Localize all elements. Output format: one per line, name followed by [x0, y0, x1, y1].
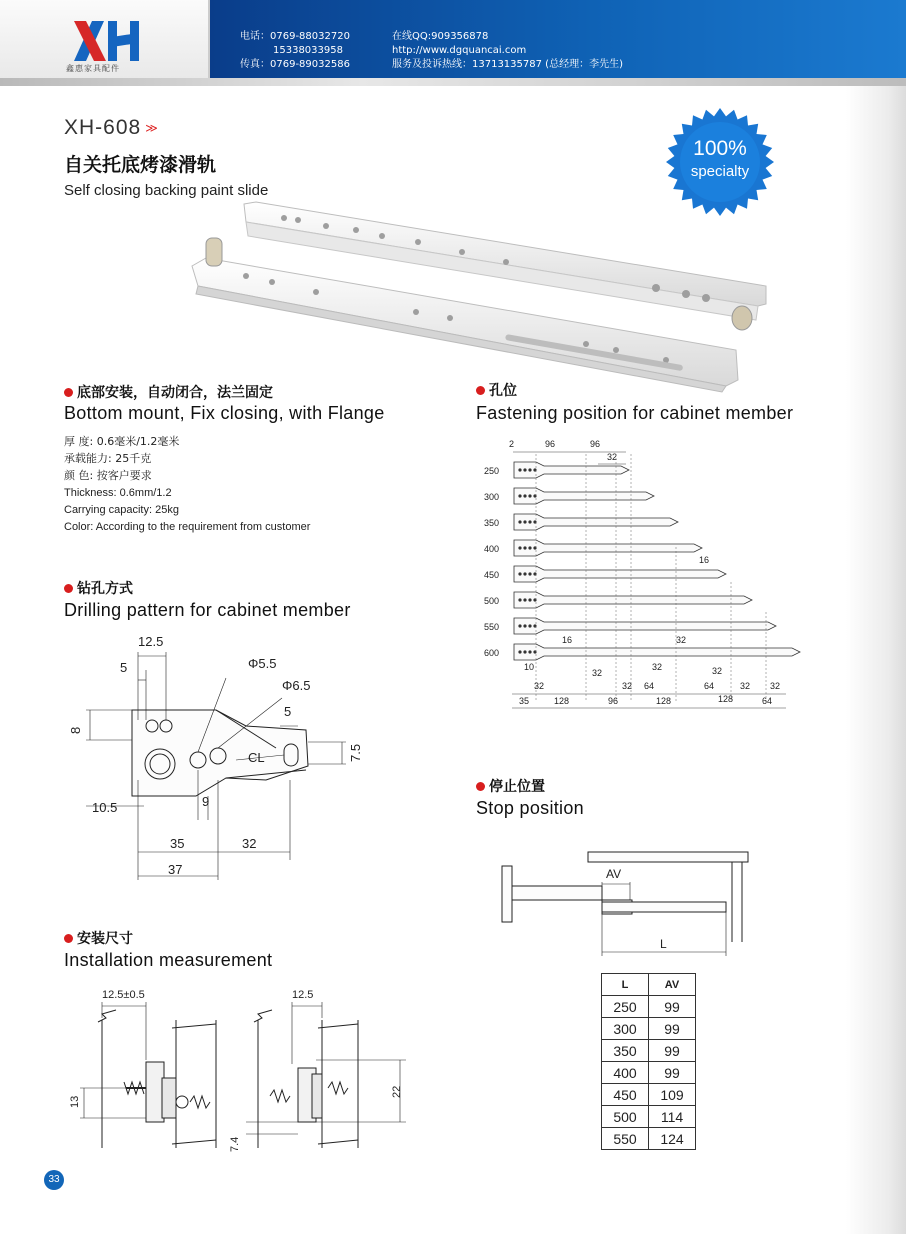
table-row [602, 1084, 696, 1106]
rail-hole [529, 521, 531, 523]
table-header: AV [649, 974, 696, 996]
rail-length-label: 500 [484, 596, 500, 606]
table-row [602, 1062, 696, 1084]
table-cell: 114 [649, 1106, 696, 1128]
rail-hole [524, 651, 526, 653]
table-cell: 99 [649, 1040, 696, 1062]
rail-hole [524, 521, 526, 523]
holes-heading-cn [476, 380, 517, 400]
rail-length-label: 350 [484, 518, 500, 528]
l-label: L [660, 937, 667, 951]
rail-length-label: 550 [484, 622, 500, 632]
bottom-dim: 32 [592, 668, 603, 678]
drilling-heading-cn [64, 578, 133, 598]
product-title-en: Self closing backing paint slide [64, 182, 269, 199]
dim-label: 37 [168, 862, 183, 877]
features-heading-cn [64, 382, 273, 402]
table-header: L [602, 974, 649, 996]
spec-thickness-en: Thickness: 0.6mm/1.2 [64, 487, 172, 499]
bullet-icon [476, 386, 485, 395]
rail-length-label: 300 [484, 492, 500, 502]
rail-outline [514, 644, 800, 660]
top-dim: 32 [607, 452, 618, 462]
rail-hole [519, 495, 521, 497]
features-heading-cn-text: 底部安装，自动闭合，法兰固定 [77, 385, 273, 401]
dim-label: 35 [170, 836, 185, 851]
bullet-icon [64, 388, 73, 397]
install-dim: 22 [391, 1085, 403, 1098]
phone: 电话：0769-88032720 [240, 31, 350, 42]
bullet-icon [64, 934, 73, 943]
slide-product-image [186, 196, 776, 396]
rail-length-label: 450 [484, 570, 500, 580]
rail-hole [529, 495, 531, 497]
rail-outline [514, 540, 702, 556]
rail-outline [514, 514, 678, 530]
header-stripe [0, 78, 906, 86]
bottom-dim: 128 [656, 696, 672, 706]
table-row [602, 1018, 696, 1040]
rail-hole [519, 651, 521, 653]
dim-label: 5 [120, 660, 128, 675]
bottom-dim: 64 [644, 681, 655, 691]
rail-hole [519, 599, 521, 601]
bullet-icon [64, 584, 73, 593]
rail-hole [529, 573, 531, 575]
table-cell: 500 [602, 1106, 649, 1128]
arrows-icon: ≫ [145, 121, 156, 135]
rail-hole [519, 625, 521, 627]
rail-hole [524, 599, 526, 601]
table-cell: 109 [649, 1084, 696, 1106]
rail-hole [524, 547, 526, 549]
rail-hole [529, 599, 531, 601]
logo [0, 0, 210, 78]
service-hotline: 服务及投诉热线：13713135787 (总经理：李先生) [392, 59, 623, 70]
company-name: 鑫惠家具配件 [66, 64, 120, 73]
dim-label: 32 [242, 836, 257, 851]
page-edge-shade [846, 86, 906, 1234]
dim-label: 5 [284, 704, 292, 719]
table-cell: 350 [602, 1040, 649, 1062]
spec-thickness-cn: 厚 度: 0.6毫米/1.2毫米 [64, 435, 180, 448]
table-row [602, 1040, 696, 1062]
bottom-dim: 96 [608, 696, 619, 706]
top-dim: 2 [509, 439, 515, 449]
inner-dim: 16 [699, 555, 710, 565]
table-cell: 99 [649, 996, 696, 1018]
bottom-dim: 128 [718, 694, 734, 704]
fastening-diagram [476, 432, 806, 712]
rail-hole [524, 573, 526, 575]
bottom-dim: 32 [652, 662, 663, 672]
table-cell: 99 [649, 1062, 696, 1084]
install-heading-cn-text: 安装尺寸 [77, 931, 133, 947]
bottom-dim: 32 [770, 681, 781, 691]
rail-outline [514, 592, 752, 608]
rail-hole [519, 521, 521, 523]
spec-capacity-en: Carrying capacity: 25kg [64, 504, 179, 516]
table-cell: 550 [602, 1128, 649, 1150]
bottom-dim: 32 [712, 666, 723, 676]
product-title-cn: 自关托底烤漆滑轨 [64, 154, 217, 176]
rail-length-label: 400 [484, 544, 500, 554]
av-label: AV [606, 867, 622, 881]
drilling-diagram [68, 630, 386, 890]
mobile: 15338033958 [273, 45, 343, 56]
table-row [602, 996, 696, 1018]
rail-hole [529, 651, 531, 653]
dim-label: 10.5 [92, 800, 118, 815]
dim-label: 12.5 [138, 634, 164, 649]
bottom-dim: 32 [534, 681, 545, 691]
rail-length-label: 250 [484, 466, 500, 476]
stop-heading-cn [476, 776, 545, 796]
inner-dim: 16 [562, 635, 573, 645]
qq: 在线QQ:909356878 [392, 31, 489, 42]
table-row [602, 1106, 696, 1128]
drilling-heading-cn-text: 钻孔方式 [77, 581, 133, 597]
dim-label: 9 [202, 794, 210, 809]
dim-label: 7.5 [348, 743, 363, 762]
holes-heading-cn-text: 孔位 [489, 383, 517, 399]
table-header-row [602, 974, 696, 996]
rail-hole [529, 625, 531, 627]
bottom-dim: 32 [740, 681, 751, 691]
dim-label: CL [248, 750, 265, 765]
install-dim: 12.5±0.5 [102, 989, 145, 1001]
holes-heading-en: Fastening position for cabinet member [476, 403, 794, 423]
table-cell: 99 [649, 1018, 696, 1040]
top-dim: 96 [590, 439, 601, 449]
rail-hole [524, 495, 526, 497]
model-number [64, 116, 156, 140]
features-heading-en: Bottom mount, Fix closing, with Flange [64, 403, 385, 423]
table-cell: 300 [602, 1018, 649, 1040]
install-dim: 7.4 [229, 1136, 241, 1152]
install-heading-cn [64, 928, 133, 948]
spec-color-en: Color: According to the requirement from customer [64, 521, 311, 533]
table-cell: 400 [602, 1062, 649, 1084]
table-cell: 124 [649, 1128, 696, 1150]
website: http://www.dgquancai.com [392, 45, 527, 56]
rail-hole [529, 469, 531, 471]
stop-diagram [496, 846, 756, 962]
page-header [0, 0, 906, 86]
rail-hole [529, 547, 531, 549]
bottom-dim: 32 [622, 681, 633, 691]
bottom-dim: 64 [762, 696, 773, 706]
bottom-dim: 64 [704, 681, 715, 691]
installation-diagram [66, 984, 426, 1164]
dim-label: 8 [68, 726, 83, 734]
spec-capacity-cn: 承载能力: 25千克 [64, 452, 152, 465]
rail-outline [514, 566, 726, 582]
fax: 传真：0769-89032586 [240, 59, 350, 70]
top-dim: 96 [545, 439, 556, 449]
rail-hole [524, 625, 526, 627]
bottom-dim: 35 [519, 696, 530, 706]
install-heading-en: Installation measurement [64, 950, 273, 970]
model-text: XH-608 [64, 116, 142, 139]
rail-hole [519, 547, 521, 549]
rail-hole [519, 573, 521, 575]
stop-table [601, 973, 696, 1150]
dim-label: Φ5.5 [248, 656, 277, 671]
inner-dim: 32 [676, 635, 687, 645]
table-cell: 450 [602, 1084, 649, 1106]
rail-hole [519, 469, 521, 471]
install-dim: 13 [69, 1095, 81, 1108]
badge-percent: 100% [693, 137, 747, 160]
stop-heading-cn-text: 停止位置 [489, 779, 545, 795]
install-dim: 12.5 [292, 989, 314, 1001]
bullet-icon [476, 782, 485, 791]
table-row [602, 1128, 696, 1150]
drilling-heading-en: Drilling pattern for cabinet member [64, 600, 351, 620]
stop-heading-en: Stop position [476, 798, 584, 818]
page-number: 33 [44, 1170, 64, 1190]
spec-color-cn: 颜 色: 按客户要求 [64, 469, 152, 482]
rail-outline [514, 618, 776, 634]
table-cell: 250 [602, 996, 649, 1018]
rail-length-label: 600 [484, 648, 500, 658]
logo-icon [72, 19, 144, 63]
dim-label: Φ6.5 [282, 678, 311, 693]
rail-hole [524, 469, 526, 471]
bottom-dim: 128 [554, 696, 570, 706]
bottom-dim: 10 [524, 662, 535, 672]
badge-label: specialty [690, 163, 750, 180]
